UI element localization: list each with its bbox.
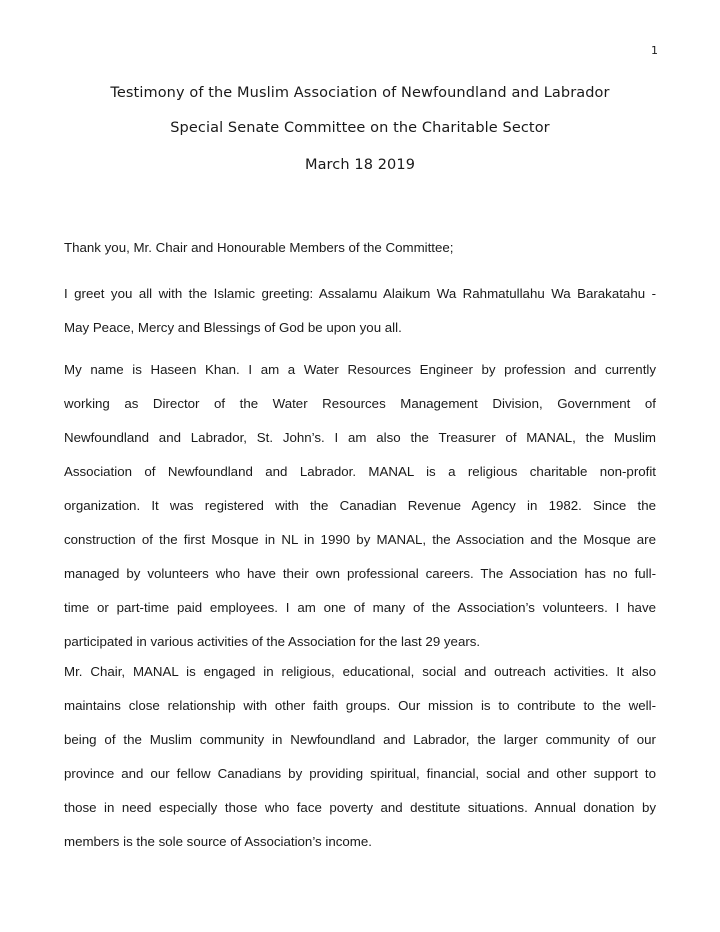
page-number: 1 — [651, 44, 658, 57]
paragraph-line: province and our fellow Canadians by providing spiritual, financial, social and other support to — [64, 766, 656, 781]
paragraph-line: being of the Muslim community in Newfoundland and Labrador, the larger community of our — [64, 732, 656, 747]
mission-paragraph — [64, 664, 656, 868]
document-title: Testimony of the Muslim Association of Newfoundland and Labrador — [110, 85, 610, 101]
paragraph-line: maintains close relationship with other faith groups. Our mission is to contribute to the well- — [64, 698, 656, 713]
paragraph-line: construction of the first Mosque in NL in 1990 by MANAL, the Association and the Mosque are — [64, 532, 656, 547]
paragraph-line: Association of Newfoundland and Labrador. MANAL is a religious charitable non-profit — [64, 464, 656, 479]
paragraph-line: My name is Haseen Khan. I am a Water Resources Engineer by profession and currently — [64, 362, 656, 377]
paragraph-line: Newfoundland and Labrador, St. John’s. I am also the Treasurer of MANAL, the Muslim — [64, 430, 656, 445]
testimony-date: March 18 2019 — [304, 157, 416, 173]
paragraph-line: members is the sole source of Association’s income. — [64, 834, 372, 849]
paragraph-line: I greet you all with the Islamic greeting: Assalamu Alaikum Wa Rahmatullahu Wa Barakatahu - — [64, 286, 656, 301]
introduction-paragraph — [64, 362, 656, 668]
islamic-greeting-paragraph — [64, 286, 656, 354]
committee-name: Special Senate Committee on the Charitable Sector — [170, 120, 550, 136]
paragraph-line: time or part-time paid employees. I am one of many of the Association’s volunteers. I have — [64, 600, 656, 615]
paragraph-line: working as Director of the Water Resources Management Division, Government of — [64, 396, 656, 411]
paragraph-line: May Peace, Mercy and Blessings of God be upon you all. — [64, 320, 402, 335]
greeting-paragraph: Thank you, Mr. Chair and Honourable Members of the Committee; — [64, 240, 454, 255]
paragraph-line: managed by volunteers who have their own professional careers. The Association has no full- — [64, 566, 656, 581]
paragraph-line: organization. It was registered with the Canadian Revenue Agency in 1982. Since the — [64, 498, 656, 513]
paragraph-line: those in need especially those who face poverty and destitute situations. Annual donation by — [64, 800, 656, 815]
paragraph-line: Mr. Chair, MANAL is engaged in religious, educational, social and outreach activities. It also — [64, 664, 656, 679]
paragraph-line: participated in various activities of the Association for the last 29 years. — [64, 634, 481, 649]
